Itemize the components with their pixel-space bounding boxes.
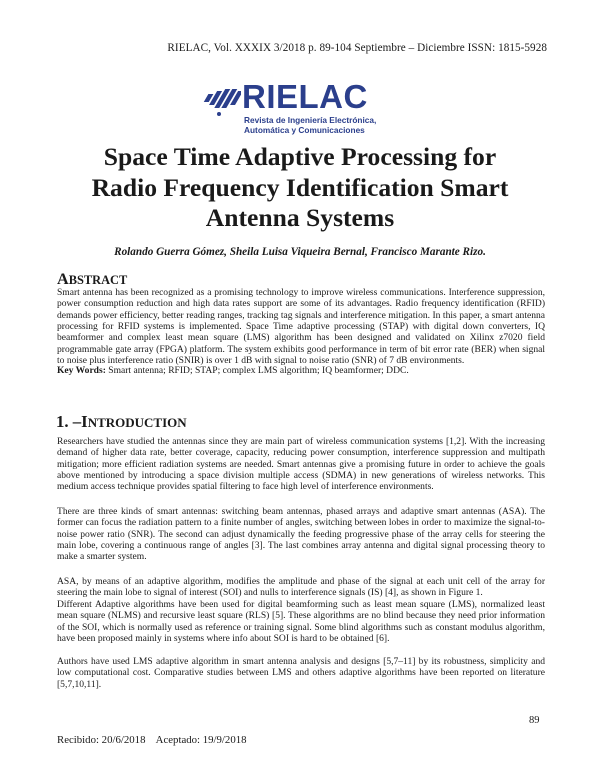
title-line: Space Time Adaptive Processing for <box>103 142 497 171</box>
journal-logo <box>199 78 419 136</box>
introduction-heading-number: 1. – <box>56 412 82 431</box>
logo-subtitle-line1: Revista de Ingeniería Electrónica, <box>244 115 377 125</box>
introduction-paragraph: There are three kinds of smart antennas: switching beam antennas, phased arrays and adaptive smart antennas (ASA). The former can focus the radiation pattern to a finite number of angles, switching between lobes in order to maximize the signal-to-noise power ratio (SNR). The second can adjust dynamically the feeding progressive phase of the array cells for steering the main lobe, covering a continuous range of angles [3]. The last combines array antenna and digital signal processing theory to make a smarter system. <box>57 506 545 563</box>
introduction-heading-initial: I <box>81 412 88 431</box>
logo-subtitle-line2: Automática y Comunicaciones <box>244 125 365 135</box>
introduction-heading-rest: NTRODUCTION <box>87 415 187 430</box>
rielac-globe-icon <box>199 86 241 116</box>
logo-wordmark: RIELAC <box>242 78 368 115</box>
page-number: 89 <box>529 715 540 726</box>
abstract-heading <box>57 271 127 287</box>
introduction-paragraph: Different Adaptive algorithms have been used for digital beamforming such as least mean square (LMS), normalized least mean square (NLMS) and recursive least square (RLS) [5]. These algorithms are no blind because they need prior information of the SOI, which is normally used as reference or training signal. Some blind algorithms such as constant modulus algorithm, have been proposed mainly in systems where info about SOI is hard to be obtained [6]. <box>57 599 545 645</box>
title-line: Radio Frequency Identification Smart <box>91 172 509 202</box>
introduction-paragraph: Researchers have studied the antennas since they are main part of wireless communication systems [1,2]. With the increasing demand of higher data rate, better coverage, capacity, reducing power consumption, interference suppression and multipath mitigation; more efficient radiation systems are needed. Smart antennas give a promising future in order to achieve the goals above mentioned by introducing a space division multiple access (SDMA) in new generations of wireless networks. This medium access technique provides spatial filtering to face high level of interference environments. <box>57 436 545 493</box>
title-line: Antenna Systems <box>205 203 395 232</box>
introduction-paragraph: ASA, by means of an adaptive algorithm, modifies the amplitude and phase of the signal at each unit cell of the array for steering the main lobe to signal of interest (SOI) and nulls to interference signals (IS) [4], as shown in Figure 1. <box>57 576 545 599</box>
running-head: RIELAC, Vol. XXXIX 3/2018 p. 89-104 Septiembre – Diciembre ISSN: 1815-5928 <box>167 42 547 54</box>
abstract-heading-initial: A <box>57 270 69 288</box>
received-accepted-dates: Recibido: 20/6/2018 Aceptado: 19/9/2018 <box>57 734 247 746</box>
abstract-heading-rest: BSTRACT <box>68 273 128 287</box>
keywords-text: Smart antenna; RFID; STAP; complex LMS algorithm; IQ beamformer; DDC. <box>105 365 409 376</box>
author-list: Rolando Guerra Gómez, Sheila Luisa Viqueira Bernal, Francisco Marante Rizo. <box>114 246 486 258</box>
introduction-paragraph: Authors have used LMS adaptive algorithm in smart antenna analysis and designs [5,7–11] by its robustness, simplicity and low computational cost. Comparative studies between LMS and others adaptive algorithms have been reported on literature [5,7,10,11]. <box>57 656 545 690</box>
paper-title <box>40 142 560 234</box>
introduction-heading <box>56 414 187 431</box>
keywords <box>57 365 545 376</box>
keywords-label: Key Words: <box>57 365 106 376</box>
abstract-text: Smart antenna has been recognized as a promising technology to improve wireless communications. Interference suppression, power consumption reduction and high data rates support are some of its advantages. Radio frequency identification (RFID) demands power efficiency, better reading ranges, tracking tag signals and interference mitigation. In this paper, a smart antenna processing for RFID systems is implemented. Space Time adaptive processing (STAP) with digital down converters, IQ beamformer and complex least mean square (LMS) algorithm has been designed and validated on Xilinx z7020 field programmable gate array (FPGA) platform. The system exhibits good performance in term of bit error rate (BER) when signal to noise plus interference ratio (SNIR) is over 1 dB with signal to noise ratio (SNR) of 7 dB environments. <box>57 287 545 367</box>
